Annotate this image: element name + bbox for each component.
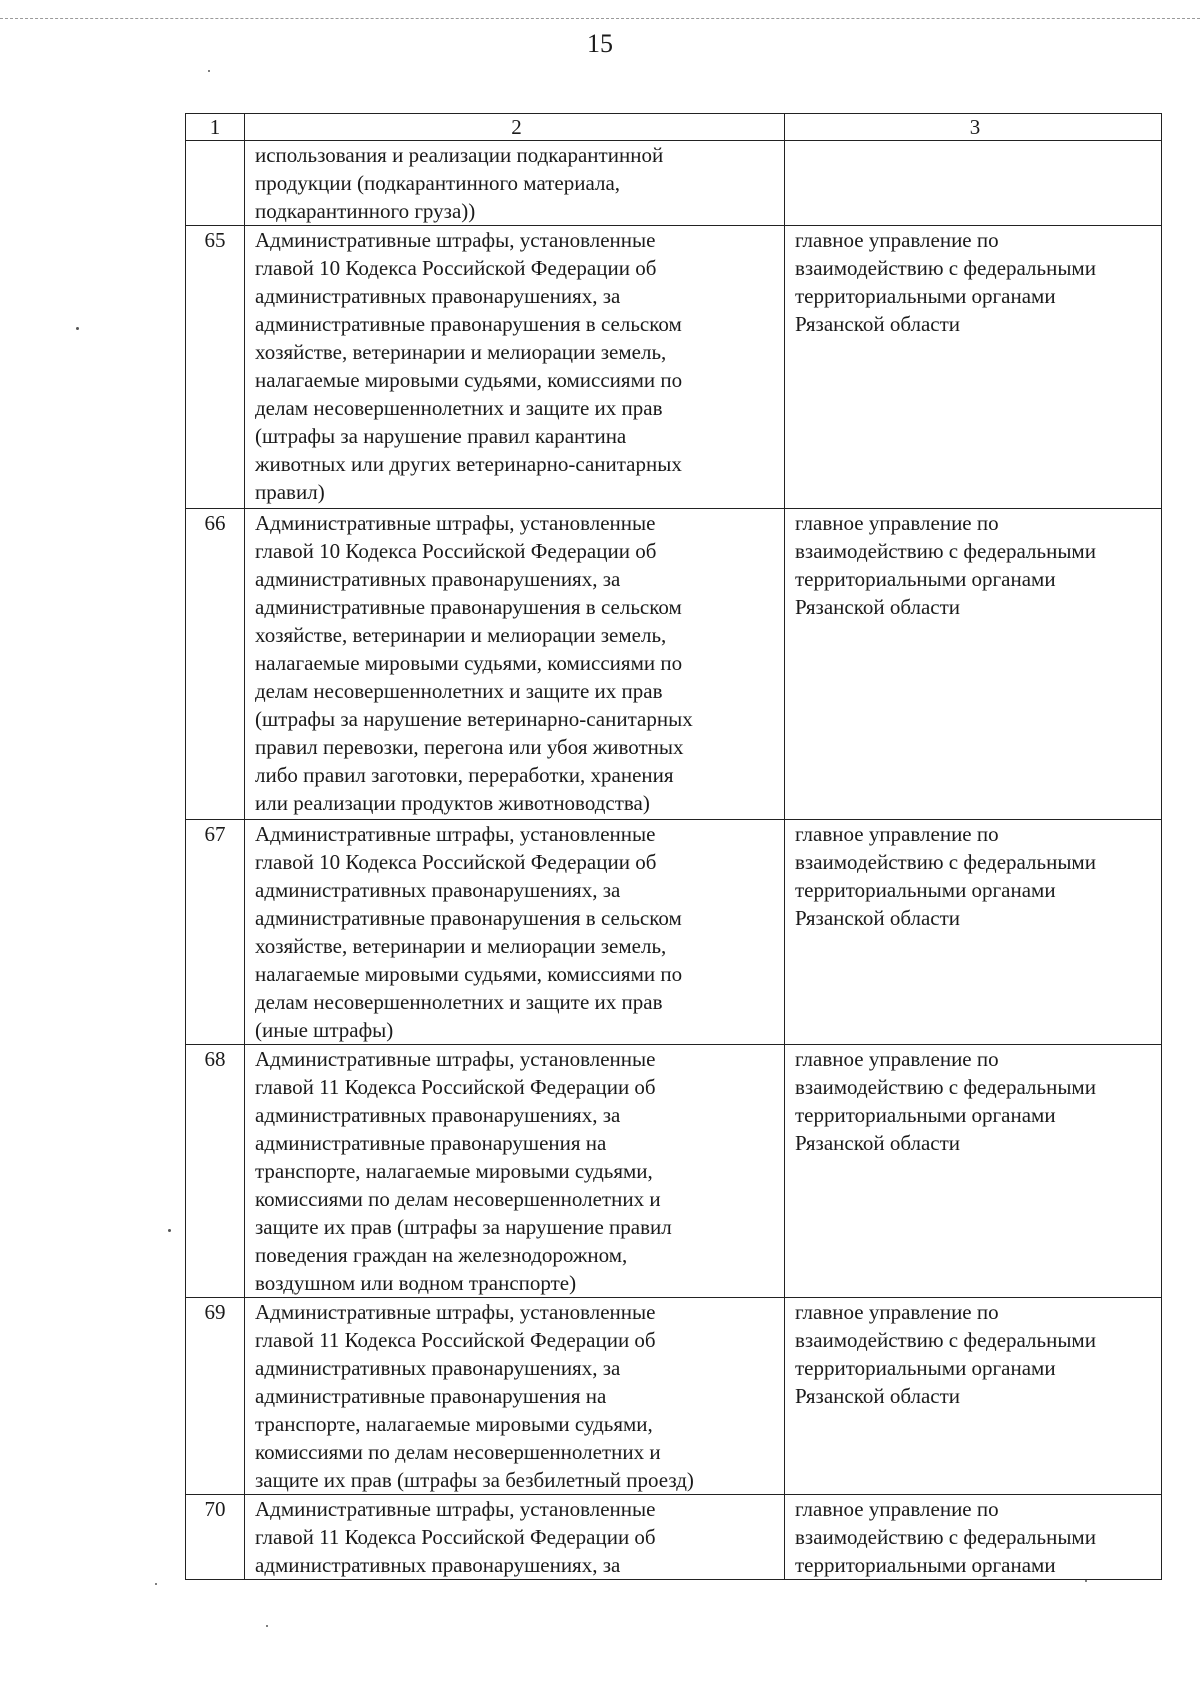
row-description: Административные штрафы, установленные главой 11 Кодекса Российской Федерации об административных правонарушениях, за — [245, 1495, 785, 1580]
row-number: 65 — [186, 226, 245, 509]
row-authority: главное управление по взаимодействию с федеральными территориальными органами Рязанской области — [785, 820, 1162, 1045]
scan-speck — [155, 1583, 157, 1585]
scan-speck — [266, 1625, 268, 1627]
table-row — [186, 141, 1162, 226]
row-description: Административные штрафы, установленные главой 10 Кодекса Российской Федерации об административных правонарушениях, за административные правонарушения в сельском хозяйстве, ветеринарии и мелиорации земель, налагаемые мировыми судьями, комиссиями по делам несовершеннолетних и защите их прав (штрафы за нарушение правил карантина животных или других ветеринарно-санитарных правил) — [245, 226, 785, 509]
row-authority — [785, 141, 1162, 226]
top-scan-rule — [0, 18, 1200, 19]
header-cell-3: 3 — [785, 114, 1162, 141]
row-number: 66 — [186, 509, 245, 820]
row-description: Административные штрафы, установленные главой 11 Кодекса Российской Федерации об административных правонарушениях, за административные правонарушения на транспорте, налагаемые мировыми судьями, комиссиями по делам несовершеннолетних и защите их прав (штрафы за безбилетный проезд) — [245, 1298, 785, 1495]
table-row — [186, 820, 1162, 1045]
scan-speck — [1085, 1580, 1087, 1582]
scan-speck — [76, 327, 79, 330]
table-row — [186, 1298, 1162, 1495]
row-number: 70 — [186, 1495, 245, 1580]
row-authority: главное управление по взаимодействию с федеральными территориальными органами — [785, 1495, 1162, 1580]
header-cell-2: 2 — [245, 114, 785, 141]
row-number: 69 — [186, 1298, 245, 1495]
row-number: 67 — [186, 820, 245, 1045]
scan-speck — [208, 70, 210, 72]
row-number: 68 — [186, 1045, 245, 1298]
row-description: использования и реализации подкарантинной продукции (подкарантинного материала, подкарантинного груза)) — [245, 141, 785, 226]
row-authority: главное управление по взаимодействию с федеральными территориальными органами Рязанской области — [785, 1298, 1162, 1495]
header-cell-1: 1 — [186, 114, 245, 141]
table-header-row — [186, 114, 1162, 141]
row-authority: главное управление по взаимодействию с федеральными территориальными органами Рязанской области — [785, 1045, 1162, 1298]
row-description: Административные штрафы, установленные главой 10 Кодекса Российской Федерации об административных правонарушениях, за административные правонарушения в сельском хозяйстве, ветеринарии и мелиорации земель, налагаемые мировыми судьями, комиссиями по делам несовершеннолетних и защите их прав (штрафы за нарушение ветеринарно-санитарных правил перевозки, перегона или убоя животных либо правил заготовки, переработки, хранения или реализации продуктов животноводства) — [245, 509, 785, 820]
row-description: Административные штрафы, установленные главой 11 Кодекса Российской Федерации об административных правонарушениях, за административные правонарушения на транспорте, налагаемые мировыми судьями, комиссиями по делам несовершеннолетних и защите их прав (штрафы за нарушение правил поведения граждан на железнодорожном, воздушном или водном транспорте) — [245, 1045, 785, 1298]
table-row — [186, 509, 1162, 820]
scan-speck — [168, 1229, 171, 1232]
row-authority: главное управление по взаимодействию с федеральными территориальными органами Рязанской области — [785, 226, 1162, 509]
row-description: Административные штрафы, установленные главой 10 Кодекса Российской Федерации об административных правонарушениях, за административные правонарушения в сельском хозяйстве, ветеринарии и мелиорации земель, налагаемые мировыми судьями, комиссиями по делам несовершеннолетних и защите их прав (иные штрафы) — [245, 820, 785, 1045]
table-row — [186, 226, 1162, 509]
fines-table — [185, 113, 1162, 1580]
page-number: 15 — [587, 29, 613, 58]
row-number — [186, 141, 245, 226]
table-row — [186, 1045, 1162, 1298]
table-row — [186, 1495, 1162, 1580]
row-authority: главное управление по взаимодействию с федеральными территориальными органами Рязанской области — [785, 509, 1162, 820]
